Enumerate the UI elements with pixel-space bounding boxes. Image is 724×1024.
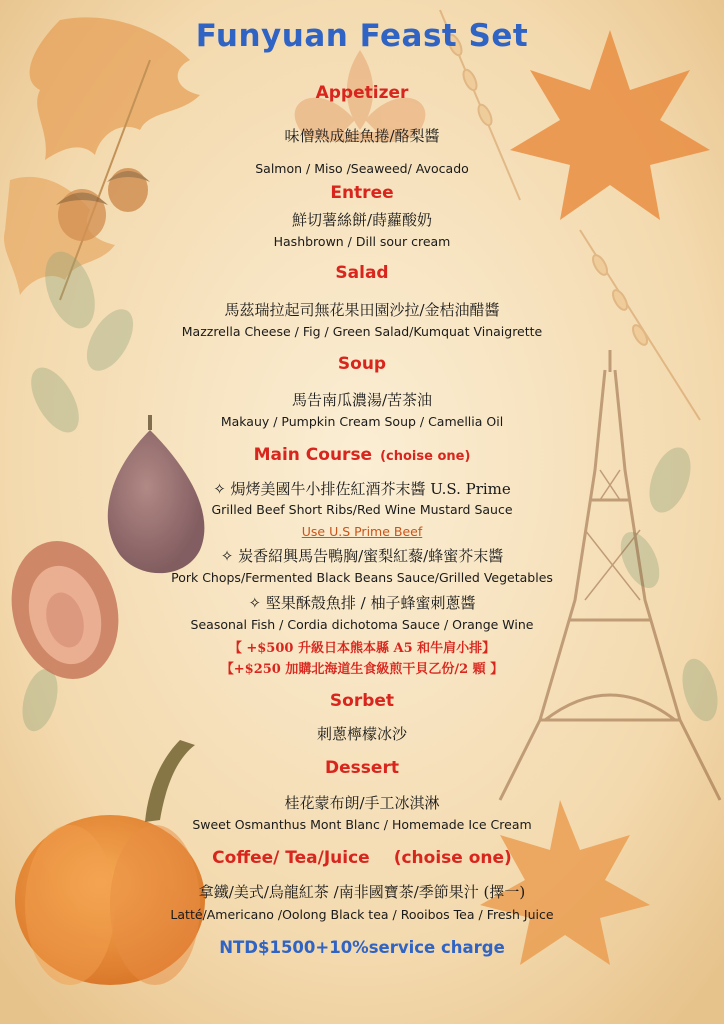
upgrade-scallop: 【+$250 加購北海道生食級煎干貝乙份/2 顆 】 (220, 662, 504, 677)
main-course-choice: (choise one) (380, 449, 471, 464)
entree-zh: 鮮切薯絲餅/蒔蘿酸奶 (291, 211, 433, 229)
main-course-title: Main Course (253, 445, 373, 465)
main-course-heading (0, 445, 724, 465)
dessert-en: Sweet Osmanthus Mont Blanc / Homemade Ice Cream (192, 817, 532, 832)
main-item3-zh: ✧ 堅果酥殼魚排 / 柚子蜂蜜刺蔥醬 (248, 594, 476, 612)
drinks-zh: 拿鐵/美式/烏龍紅茶 /南非國寶茶/季節果汁 (擇一) (198, 883, 526, 901)
salad-en: Mazzrella Cheese / Fig / Green Salad/Kumquat Vinaigrette (181, 324, 543, 339)
dessert-zh: 桂花蒙布朗/手工冰淇淋 (284, 794, 440, 812)
salad-zh: 馬茲瑞拉起司無花果田園沙拉/金桔油醋醬 (224, 301, 500, 319)
main-item1-zh: ✧ 焗烤美國牛小排佐紅酒芥末醬 U.S. Prime (213, 480, 511, 498)
upgrade-wagyu: 【 +$500 升級日本熊本縣 A5 和牛肩小排】 (228, 641, 496, 656)
appetizer-en: Salmon / Miso /Seaweed/ Avocado (255, 161, 469, 176)
entree-en: Hashbrown / Dill sour cream (273, 234, 451, 249)
appetizer-heading: Appetizer (315, 83, 409, 103)
sorbet-heading: Sorbet (329, 691, 395, 711)
soup-en: Makauy / Pumpkin Cream Soup / Camellia Oil (220, 414, 504, 429)
main-item2-zh: ✧ 炭香紹興馬告鴨胸/蜜梨紅藜/蜂蜜芥末醬 (220, 547, 504, 565)
drinks-title: Coffee/ Tea/Juice (212, 848, 370, 868)
main-item1-en: Grilled Beef Short Ribs/Red Wine Mustard Sauce (211, 502, 513, 517)
drinks-heading (0, 848, 724, 868)
sorbet-zh: 刺蔥檸檬冰沙 (316, 725, 407, 743)
drinks-en: Latté/Americano /Oolong Black tea / Rooibos Tea / Fresh Juice (170, 907, 554, 922)
soup-zh: 馬告南瓜濃湯/苦茶油 (291, 391, 433, 409)
entree-heading: Entree (330, 183, 394, 203)
dessert-heading: Dessert (325, 758, 399, 778)
soup-heading: Soup (337, 354, 387, 374)
main-item3-en: Seasonal Fish / Cordia dichotoma Sauce / Orange Wine (190, 617, 534, 632)
main-item2-en: Pork Chops/Fermented Black Beans Sauce/Grilled Vegetables (171, 570, 553, 585)
page-title: Funyuan Feast Set (195, 18, 529, 54)
price-line: NTD$1500+10%service charge (219, 938, 505, 957)
appetizer-zh: 味僧熟成鮭魚捲/酪梨醬 (284, 127, 440, 145)
drinks-choice: (choise one) (393, 848, 512, 868)
salad-heading: Salad (335, 263, 389, 283)
main-item1-note: Use U.S Prime Beef (301, 524, 423, 539)
